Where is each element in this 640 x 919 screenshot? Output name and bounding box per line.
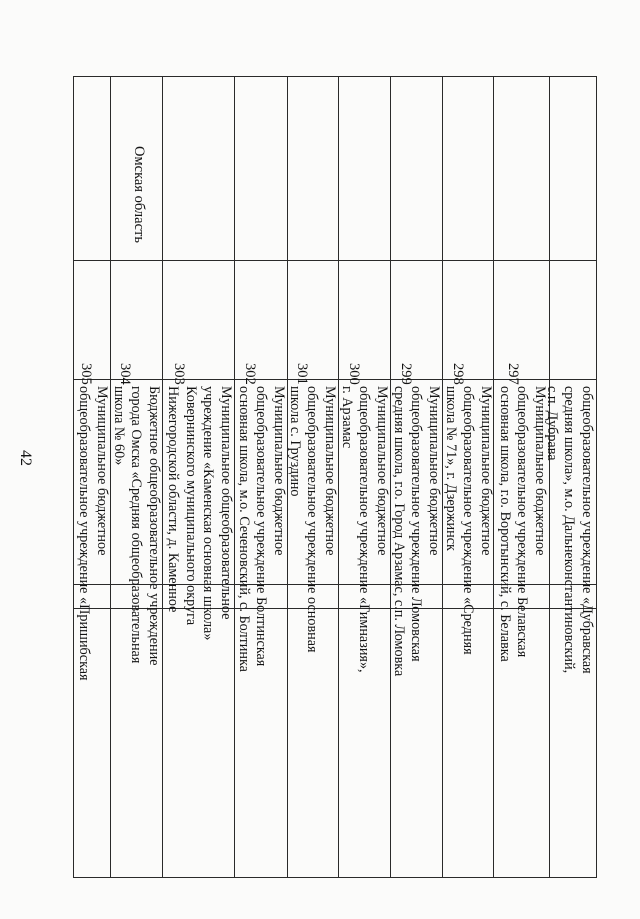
institution-cell <box>338 386 391 874</box>
cell-line: общеобразовательное учреждение «Гимназия», <box>356 386 373 673</box>
institution-cell <box>75 386 110 874</box>
cell-line: общеобразовательное учреждение основная <box>304 386 321 653</box>
cell-line: Муниципальное бюджетное <box>271 386 287 556</box>
row-number: 301 <box>294 363 310 385</box>
cell-line: города Омска «Средняя общеобразовательная <box>128 386 145 664</box>
cell-line: общеобразовательное учреждение «Дубравская <box>579 386 595 674</box>
cell-line: Муниципальное общеобразовательное <box>218 386 234 620</box>
cell-line: Муниципальное бюджетное <box>94 386 110 556</box>
region-label: Омская область <box>131 146 147 243</box>
column-divider <box>73 260 597 261</box>
cell-line: средняя школа», м.о. Дальнеконстантиновский, <box>561 386 578 674</box>
row-divider <box>162 76 163 878</box>
table-border-left <box>73 76 597 77</box>
institution-cell <box>496 386 549 874</box>
cell-line: Муниципальное бюджетное <box>374 386 390 556</box>
data-table <box>73 76 597 878</box>
institution-cell <box>235 386 288 874</box>
institution-cell <box>390 386 443 874</box>
table-border-top <box>596 76 597 878</box>
institution-cell <box>286 386 339 874</box>
row-number: 302 <box>242 363 258 385</box>
cell-line: основная школа, г.о. Воротынский, с. Белавка <box>497 386 513 662</box>
cell-line: учреждение «Каменская основная школа» <box>200 386 217 641</box>
row-number: 304 <box>117 363 133 385</box>
table-border-right <box>73 877 597 878</box>
cell-line: Муниципальное бюджетное <box>478 386 494 556</box>
cell-line: общеобразовательное учреждение «Пришибская <box>76 386 93 681</box>
cell-line: основная школа, м.о. Сеченовский, с. Болтинка <box>236 386 252 672</box>
continuation-cell <box>543 386 596 874</box>
cell-line: общеобразовательное учреждение Болтинская <box>253 386 270 667</box>
cell-line: Бюджетное общеобразовательное учреждение <box>146 386 162 666</box>
cell-line: средняя школа, г.о. Город Арзамас, с.п. Ломовка <box>391 386 407 677</box>
cell-line: школа № 71», г. Дзержинск <box>443 386 459 551</box>
row-number: 303 <box>171 363 187 385</box>
cell-line: общеобразовательное учреждение Белавская <box>514 386 531 658</box>
row-number: 300 <box>346 363 362 385</box>
row-number: 298 <box>450 363 466 385</box>
cell-line: школа с. Груздино <box>287 386 303 497</box>
page-number: 42 <box>17 450 34 466</box>
cell-line: Ковернинского муниципального округа <box>183 386 199 626</box>
cell-line: Муниципальное бюджетное <box>532 386 548 556</box>
cell-line: школа № 60» <box>111 386 127 466</box>
table-border-bottom <box>73 76 74 878</box>
row-number: 297 <box>505 363 521 385</box>
cell-line: г. Арзамас <box>339 386 355 449</box>
cell-line: общеобразовательное учреждение «Средняя <box>460 386 477 655</box>
cell-line: Муниципальное бюджетное <box>426 386 442 556</box>
cell-line: Муниципальное бюджетное <box>322 386 338 556</box>
cell-line: Нижегородской области, д. Каменное <box>165 386 182 613</box>
row-number: 299 <box>398 363 414 385</box>
institution-cell <box>442 386 495 874</box>
institution-cell <box>110 386 163 874</box>
cell-line: общеобразовательное учреждение Ломовская <box>408 386 425 662</box>
institution-cell <box>164 386 234 874</box>
cell-line: с.п. Дубрава <box>544 386 560 461</box>
row-number: 305 <box>78 363 94 385</box>
